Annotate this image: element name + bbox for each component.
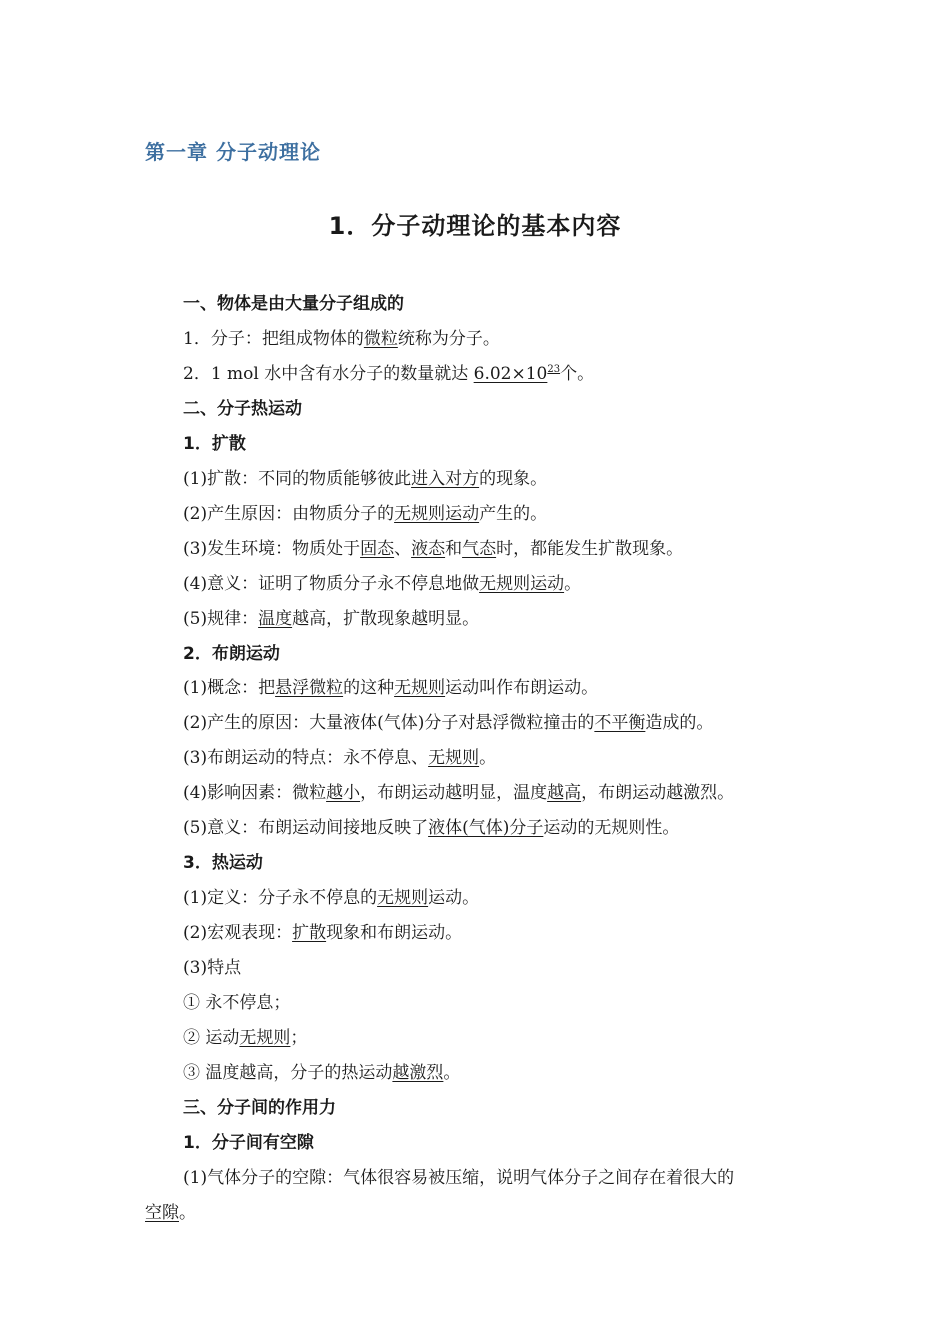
underlined-answer: 23	[547, 363, 561, 375]
text-segment: 1．扩散	[183, 433, 246, 454]
text-segment: ，布朗运动越激烈。	[581, 783, 735, 804]
underlined-answer: 进入对方	[411, 468, 480, 489]
text-segment: ；	[290, 1027, 308, 1048]
paragraph-line	[183, 537, 683, 561]
underlined-answer: 无规则	[428, 748, 480, 769]
underlined-answer: 不平衡	[594, 713, 646, 734]
text-segment: 3．热运动	[183, 853, 263, 874]
paragraph-line	[183, 1026, 307, 1050]
text-segment: 1．分子：把组成物体的	[183, 328, 364, 349]
text-segment: 二、分子热运动	[183, 398, 302, 419]
underlined-answer: 越小	[326, 783, 361, 804]
paragraph-line	[183, 502, 547, 526]
text-segment: 。	[179, 1202, 196, 1223]
text-segment: 。	[443, 1062, 461, 1083]
text-segment: 时，都能发生扩散现象。	[496, 538, 684, 559]
paragraph-line	[183, 711, 713, 735]
text-segment: 产生的。	[479, 503, 548, 524]
text-segment: 、	[394, 538, 412, 559]
paragraph-line	[183, 921, 462, 945]
underlined-answer: 无规则	[377, 888, 429, 909]
text-segment: (2)宏观表现：	[183, 923, 293, 944]
heading-line	[183, 1131, 314, 1155]
text-segment: 的这种	[343, 678, 395, 699]
text-segment: 一、物体是由大量分子组成的	[183, 294, 404, 314]
text-segment: (3)特点	[183, 958, 242, 979]
underlined-answer: 悬浮微粒	[275, 678, 344, 699]
underlined-answer: 无规则	[394, 678, 446, 699]
text-segment: (1)扩散：不同的物质能够彼此	[183, 468, 412, 489]
heading-line	[183, 432, 246, 456]
underlined-answer: 无规则运动	[394, 503, 480, 524]
text-segment: 。	[564, 573, 582, 594]
underlined-answer: 空隙	[145, 1202, 179, 1223]
text-segment: (5)意义：布朗运动间接地反映了	[183, 818, 429, 839]
underlined-answer: 6.02×10	[473, 363, 548, 384]
text-segment: (4)影响因素：微粒	[183, 783, 327, 804]
text-segment: 2．布朗运动	[183, 643, 280, 664]
paragraph-line	[183, 746, 496, 770]
text-segment: (1)概念：把	[183, 678, 276, 699]
underlined-answer: 越高	[547, 783, 582, 804]
paragraph-line	[183, 781, 734, 805]
paragraph-line	[145, 1201, 196, 1225]
underlined-answer: 气态	[462, 538, 497, 559]
underlined-answer: 微粒	[363, 328, 398, 349]
underlined-answer: 无规则运动	[479, 573, 565, 594]
paragraph-line	[183, 362, 594, 386]
text-segment: (1)气体分子的空隙：气体很容易被压缩，说明气体分子之间存在着很大的	[183, 1167, 735, 1188]
paragraph-line	[183, 572, 581, 596]
text-segment: 运动。	[428, 888, 480, 909]
text-segment: ③ 温度越高，分子的热运动	[183, 1062, 393, 1083]
heading-line	[183, 642, 280, 666]
paragraph-line	[183, 816, 679, 840]
text-segment: 三、分子间的作用力	[183, 1097, 336, 1118]
text-segment: 造成的。	[645, 713, 714, 734]
text-segment: 。	[479, 748, 497, 769]
text-segment: ，布朗运动越明显，温度	[360, 783, 548, 804]
heading-line	[183, 851, 263, 875]
underlined-answer: 无规则	[239, 1027, 291, 1048]
text-segment: 越高，扩散现象越明显。	[292, 608, 480, 629]
paragraph-line	[183, 676, 598, 700]
paragraph-line	[183, 886, 479, 910]
text-segment: (1)定义：分子永不停息的	[183, 888, 378, 909]
paragraph-line	[183, 1061, 460, 1085]
text-segment: ② 运动	[183, 1027, 240, 1048]
text-segment: 1．分子间有空隙	[183, 1132, 314, 1153]
underlined-answer: 固态	[360, 538, 395, 559]
text-segment: 和	[445, 538, 463, 559]
paragraph-line	[183, 1166, 734, 1190]
text-segment: (2)产生原因：由物质分子的	[183, 503, 395, 524]
text-segment: (5)规律：	[183, 608, 259, 629]
underlined-answer: 扩散	[292, 923, 327, 944]
heading-line	[183, 292, 404, 316]
underlined-answer: 越激烈	[392, 1062, 444, 1083]
text-segment: 运动叫作布朗运动。	[445, 678, 599, 699]
text-segment: 2．1 mol 水中含有水分子的数量就达	[183, 363, 474, 384]
heading-line	[183, 397, 302, 421]
text-segment: 个。	[560, 363, 595, 384]
text-segment: (3)发生环境：物质处于	[183, 538, 361, 559]
text-segment: (3)布朗运动的特点：永不停息、	[183, 748, 429, 769]
text-segment: 现象和布朗运动。	[326, 923, 463, 944]
paragraph-line	[183, 467, 547, 491]
paragraph-line	[183, 327, 500, 351]
text-segment: 统称为分子。	[397, 328, 500, 349]
text-segment: ① 永不停息；	[183, 993, 291, 1013]
text-segment: (4)意义：证明了物质分子永不停息地做	[183, 573, 480, 594]
heading-line	[183, 1096, 336, 1120]
underlined-answer: 液态	[411, 538, 446, 559]
text-segment: (2)产生的原因：大量液体(气体)分子对悬浮微粒撞击的	[183, 713, 595, 734]
section-title: 1．分子动理论的基本内容	[328, 212, 622, 240]
paragraph-line	[183, 991, 290, 1015]
chapter-heading: 第一章 分子动理论	[145, 140, 321, 164]
paragraph-line	[183, 607, 479, 631]
underlined-answer: 液体(气体)分子	[428, 818, 544, 839]
underlined-answer: 温度	[258, 608, 293, 629]
text-segment: 的现象。	[479, 468, 548, 489]
text-segment: 运动的无规则性。	[543, 818, 680, 839]
paragraph-line	[183, 956, 241, 980]
